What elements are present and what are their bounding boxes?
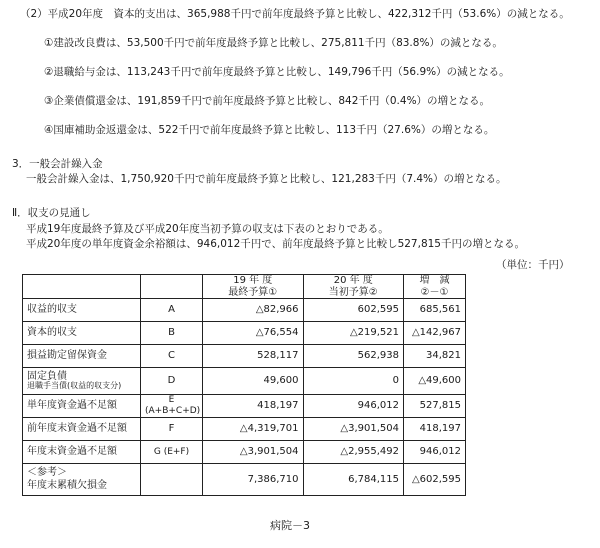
value-fy19: 528,117 xyxy=(203,345,304,368)
unit-label: （単位：千円） xyxy=(496,259,570,271)
section3-heading: 3．一般会計繰入金 xyxy=(12,158,103,170)
value-fy19: △76,554 xyxy=(203,322,304,345)
value-diff: △602,595 xyxy=(404,464,466,496)
value-fy20: 946,012 xyxy=(303,395,404,418)
row-label: 収益的収支 xyxy=(23,299,141,322)
value-fy19: △4,319,701 xyxy=(203,418,304,441)
value-diff: 527,815 xyxy=(404,395,466,418)
row-code: A xyxy=(141,299,203,322)
section2-item-3: ③企業債償還金は、191,859千円で前年度最終予算と比較し、842千円（0.4%）の増となる。 xyxy=(44,95,491,107)
value-fy20: 6,784,115 xyxy=(303,464,404,496)
row-code: F xyxy=(141,418,203,441)
value-fy20: △219,521 xyxy=(303,322,404,345)
row-label: 前年度末資金過不足額 xyxy=(23,418,141,441)
row-label: 損益勘定留保資金 xyxy=(23,345,141,368)
reference-note: ＜参考＞ xyxy=(27,467,67,478)
finance-table xyxy=(22,274,466,496)
table-row xyxy=(23,418,466,441)
row-label: 単年度資金過不足額 xyxy=(23,395,141,418)
value-fy19: △82,966 xyxy=(203,299,304,322)
row-label: ＜参考＞ 年度末累積欠損金 xyxy=(23,464,141,496)
header-blank xyxy=(23,275,141,299)
row-code: C xyxy=(141,345,203,368)
value-fy20: △3,901,504 xyxy=(303,418,404,441)
value-diff: 418,197 xyxy=(404,418,466,441)
value-fy19: 418,197 xyxy=(203,395,304,418)
value-fy19: 7,386,710 xyxy=(203,464,304,496)
header-blank xyxy=(141,275,203,299)
value-diff: △142,967 xyxy=(404,322,466,345)
row-code: D xyxy=(141,368,203,395)
section2-outlook-heading: Ⅱ．収支の見通し xyxy=(12,207,91,219)
row-code xyxy=(141,464,203,496)
row-sublabel: 退職手当債(収益的収支分) xyxy=(27,381,122,391)
row-code: G (E+F) xyxy=(141,441,203,464)
row-label: 年度末資金過不足額 xyxy=(23,441,141,464)
value-diff: 685,561 xyxy=(404,299,466,322)
outlook-line-1: 平成19年度最終予算及び平成20年度当初予算の収支は下表のとおりである。 xyxy=(26,223,389,235)
header-diff: 増 減 ②－① xyxy=(404,275,466,299)
value-fy19: 49,600 xyxy=(203,368,304,395)
table-row xyxy=(23,395,466,418)
table-row xyxy=(23,322,466,345)
section2-item-2: ②退職給与金は、113,243千円で前年度最終予算と比較し、149,796千円（56.9%）の減となる。 xyxy=(44,66,510,78)
page-footer: 病院－3 xyxy=(270,519,310,532)
row-code: E (A+B+C+D) xyxy=(141,395,203,418)
value-fy20: 0 xyxy=(303,368,404,395)
section2-heading: （2）平成20年度 資本的支出は、365,988千円で前年度最終予算と比較し、422,312千円（53.6%）の減となる。 xyxy=(20,8,570,20)
row-code: B xyxy=(141,322,203,345)
outlook-line-2: 平成20年度の単年度資金余裕額は、946,012千円で、前年度最終予算と比較し527,815千円の増となる。 xyxy=(26,238,525,250)
value-diff: △49,600 xyxy=(404,368,466,395)
header-fy20: 20 年 度 当初予算② xyxy=(303,275,404,299)
section2-item-1: ①建設改良費は、53,500千円で前年度最終予算と比較し、275,811千円（83.8%）の減となる。 xyxy=(44,37,503,49)
table-row xyxy=(23,345,466,368)
value-diff: 34,821 xyxy=(404,345,466,368)
section2-item-4: ④国庫補助金返還金は、522千円で前年度最終予算と比較し、113千円（27.6%）の増となる。 xyxy=(44,124,495,136)
value-fy19: △3,901,504 xyxy=(203,441,304,464)
section3-body: 一般会計繰入金は、1,750,920千円で前年度最終予算と比較し、121,283千円（7.4%）の増となる。 xyxy=(26,173,507,185)
table-row xyxy=(23,464,466,496)
table-row xyxy=(23,299,466,322)
value-fy20: △2,955,492 xyxy=(303,441,404,464)
table-row xyxy=(23,368,466,395)
table-row xyxy=(23,441,466,464)
value-diff: 946,012 xyxy=(404,441,466,464)
table-header-row xyxy=(23,275,466,299)
row-label: 資本的収支 xyxy=(23,322,141,345)
value-fy20: 602,595 xyxy=(303,299,404,322)
value-fy20: 562,938 xyxy=(303,345,404,368)
header-fy19: 19 年 度 最終予算① xyxy=(203,275,304,299)
row-label: 固定負債 退職手当債(収益的収支分) xyxy=(23,368,141,395)
